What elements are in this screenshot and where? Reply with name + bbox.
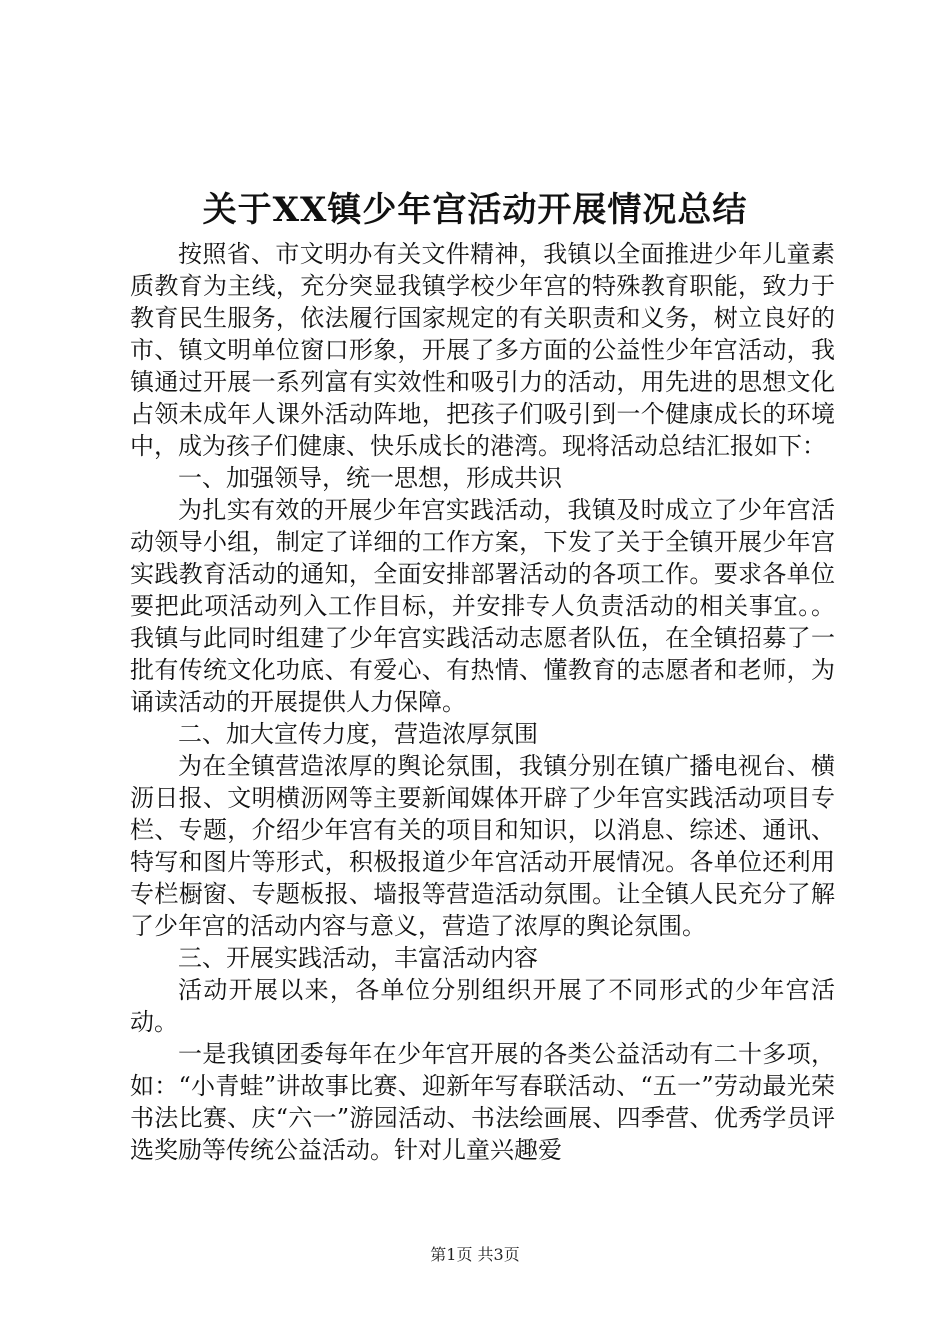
section-heading-3: 三、开展实践活动，丰富活动内容 — [178, 944, 538, 972]
section-heading-1: 一、加强领导，统一思想，形成共识 — [178, 464, 562, 492]
paragraph-section-3-item-1: 一是我镇团委每年在少年宫开展的各类公益活动有二十多项，如：“小青蛙”讲故事比赛、迎新年写春联活动、“五一”劳动最光荣书法比赛、庆“六一”游园活动、书法绘画展、四季营、优秀学员评选奖励等传统公益活动。针对儿童兴趣爱 — [130, 1040, 835, 1164]
paragraph-section-2: 为在全镇营造浓厚的舆论氛围，我镇分别在镇广播电视台、横沥日报、文明横沥网等主要新闻媒体开辟了少年宫实践活动项目专栏、专题，介绍少年宫有关的项目和知识，以消息、综述、通讯、特写和图片等形式，积极报道少年宫活动开展情况。各单位还利用专栏橱窗、专题板报、墙报等营造活动氛围。让全镇人民充分了解了少年宫的活动内容与意义，营造了浓厚的舆论氛围。 — [130, 752, 835, 940]
paragraph-intro: 按照省、市文明办有关文件精神，我镇以全面推进少年儿童素质教育为主线，充分突显我镇学校少年宫的特殊教育职能，致力于教育民生服务，依法履行国家规定的有关职责和义务，树立良好的市、镇文明单位窗口形象，开展了多方面的公益性少年宫活动，我镇通过开展一系列富有实效性和吸引力的活动，用先进的思想文化占领未成年人课外活动阵地，把孩子们吸引到一个健康成长的环境中，成为孩子们健康、快乐成长的港湾。现将活动总结汇报如下： — [130, 240, 835, 460]
section-heading-2: 二、加大宣传力度，营造浓厚氛围 — [178, 720, 538, 748]
page-footer: 第1页 共3页 — [430, 1245, 520, 1264]
document-title: 关于XX镇少年宫活动开展情况总结 — [202, 190, 748, 230]
document-body — [130, 238, 835, 1166]
paragraph-section-3: 活动开展以来，各单位分别组织开展了不同形式的少年宫活动。 — [130, 976, 835, 1036]
paragraph-section-1: 为扎实有效的开展少年宫实践活动，我镇及时成立了少年宫活动领导小组，制定了详细的工作方案，下发了关于全镇开展少年宫实践教育活动的通知，全面安排部署活动的各项工作。要求各单位要把此项活动列入工作目标，并安排专人负责活动的相关事宜。。我镇与此同时组建了少年宫实践活动志愿者队伍，在全镇招募了一批有传统文化功底、有爱心、有热情、懂教育的志愿者和老师，为诵读活动的开展提供人力保障。 — [130, 496, 835, 716]
